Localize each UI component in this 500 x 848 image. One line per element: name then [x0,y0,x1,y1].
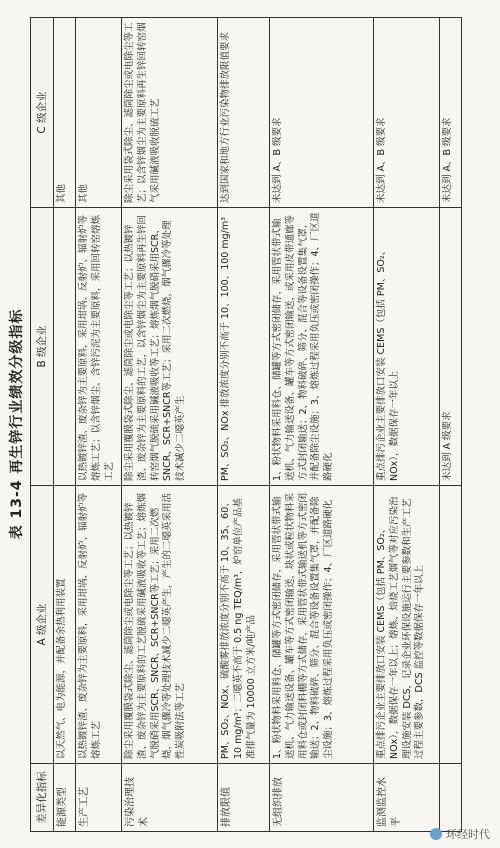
table-row [374,18,440,832]
row-indicator: 能源类型 [54,764,76,832]
cell-b: 除尘采用覆膜袋式除尘、滤筒除尘或电除尘等工艺；以热镀锌渣、废杂锌为主要原料的工艺，以含锌烟尘为主要原料再生锌回转窑烟气脱硫采用碱液吸收等工艺；熔炼烟气脱硝采用SCR、SNCR、SCR+SNCR等工艺；采用二次燃烧，烟气骤冷等处理技术减少二噁英产生 [122,208,218,486]
cell-c: 除尘采用袋式除尘、滤筒除尘或电除尘等工艺；以含锌烟尘为主要原料再生锌回转窑烟气采用碱液吸收脱硫工艺 [122,18,218,208]
cell-a: 以天然气、电为能源，并配备余热利用装置 [54,486,76,764]
cell-c: 未达到 A、B 级要求 [374,18,440,208]
cell-c: 其他 [76,18,122,208]
table-row [76,18,122,832]
cell-a: 以热镀锌渣、废杂锌为主要原料，采用坩埚、反射炉、辐射炉等熔炼工艺 [76,486,122,764]
cell-a: 1、粉状物料采用料仓、储罐等方式密闭储存，采用管状带式输送机、气力输送设备、罐车等方式密闭输送，块状或粒状物料采用料仓或封闭料棚等方式储存，采用管状带式输送机等方式密闭输送；2、物料破碎、筛分、混合等设备设置集气罩，并配备除尘设施；3、熔炼过程采用负压或密闭操作；4、厂区道路硬化 [270,486,374,764]
watermark-logo [430,826,490,842]
table-row [218,18,270,832]
table-row [440,18,462,832]
watermark-text: 环经时代 [446,829,490,841]
cell-a: 除尘采用覆膜袋式除尘、滤筒除尘或电除尘等工艺；以热镀锌渣、废杂锌为主要原料的工艺脱硫采用碱液吸收等工艺；熔炼烟气脱硝采用SCR、SNCR、SCR+SNCR等工艺；采用二次燃烧，烟气骤冷等处理技术减少二噁英产生，产生的二噁英采用活性炭吸附法等工艺 [122,486,218,764]
table-header-row [31,18,54,832]
cell-b: 1、粉状物料采用料仓、储罐等方式密闭储存，采用管状带式输送机、气力输送设备、罐车等方式密闭输送，或采用皮带通廊等方式封闭输送；2、物料破碎、筛分、混合等设备设置集气罩，并配备除尘设施；3、熔炼过程采用负压或密闭操作；4、厂区道路硬化 [270,208,374,486]
table-title: 表 13-4 再生锌行业绩效分级指标 [9,308,25,540]
row-indicator: 监测监控水平 [374,764,440,832]
header-indicator: 差异化指标 [31,764,54,832]
cell-c: 其他 [54,18,76,208]
row-indicator: 无组织排放 [270,764,374,832]
cell-c: 未达到 A、B 级要求 [440,18,462,208]
cell-a: PM、SO₂、NOx、硫酸雾排放浓度分别不高于 10、35、60、10 mg/m³；二噁英不高于 0.5 ng TEQ/m³，炉窑单位产品基准排气量为 10000 立方米/吨产品 [218,486,270,764]
row-indicator: 排放限值 [218,764,270,832]
cell-b: 未达到 A 级要求 [440,208,462,486]
cell-b: PM、SO₂、NOx 排放浓度分别不高于 10、100、100 mg/m³ [218,208,270,486]
row-indicator: 污染治理技术 [122,764,218,832]
cell-c: 达到国家和地方行业污染物排放限值要求 [218,18,270,208]
cell-b [54,208,76,486]
table-row [54,18,76,832]
cell-b: 重点排污企业主要排放口安装 CEMS（包括 PM、SO₂、NOx），数据保存一年以上 [374,208,440,486]
header-c: C 级企业 [31,18,54,208]
header-a: A 级企业 [31,486,54,764]
cell-b: 以热镀锌渣、废杂锌为主要原料，采用坩埚、反射炉、辐射炉等熔炼工艺；以含锌烟尘、含锌污泥为主要原料，采用回转窑熔炼工艺 [76,208,122,486]
table-row [270,18,374,832]
indicator-table [30,17,462,832]
cell-a [440,486,462,764]
cell-c: 未达到 A、B 级要求 [270,18,374,208]
row-indicator [440,764,462,832]
cell-a: 重点排污企业主要排放口安装 CEMS（包括 PM、SO₂、NOx），数据保存一年以上；熔炼、焙烧工艺烟气等对应污染治理设施安装 DCS，记录企业环保设施运行主要参数和生产工艺过程主要参数，DCS 监控等数据保存一年以上 [374,486,440,764]
header-b: B 级企业 [31,208,54,486]
wechat-logo-icon [430,828,442,840]
row-indicator: 生产工艺 [76,764,122,832]
table-row [122,18,218,832]
